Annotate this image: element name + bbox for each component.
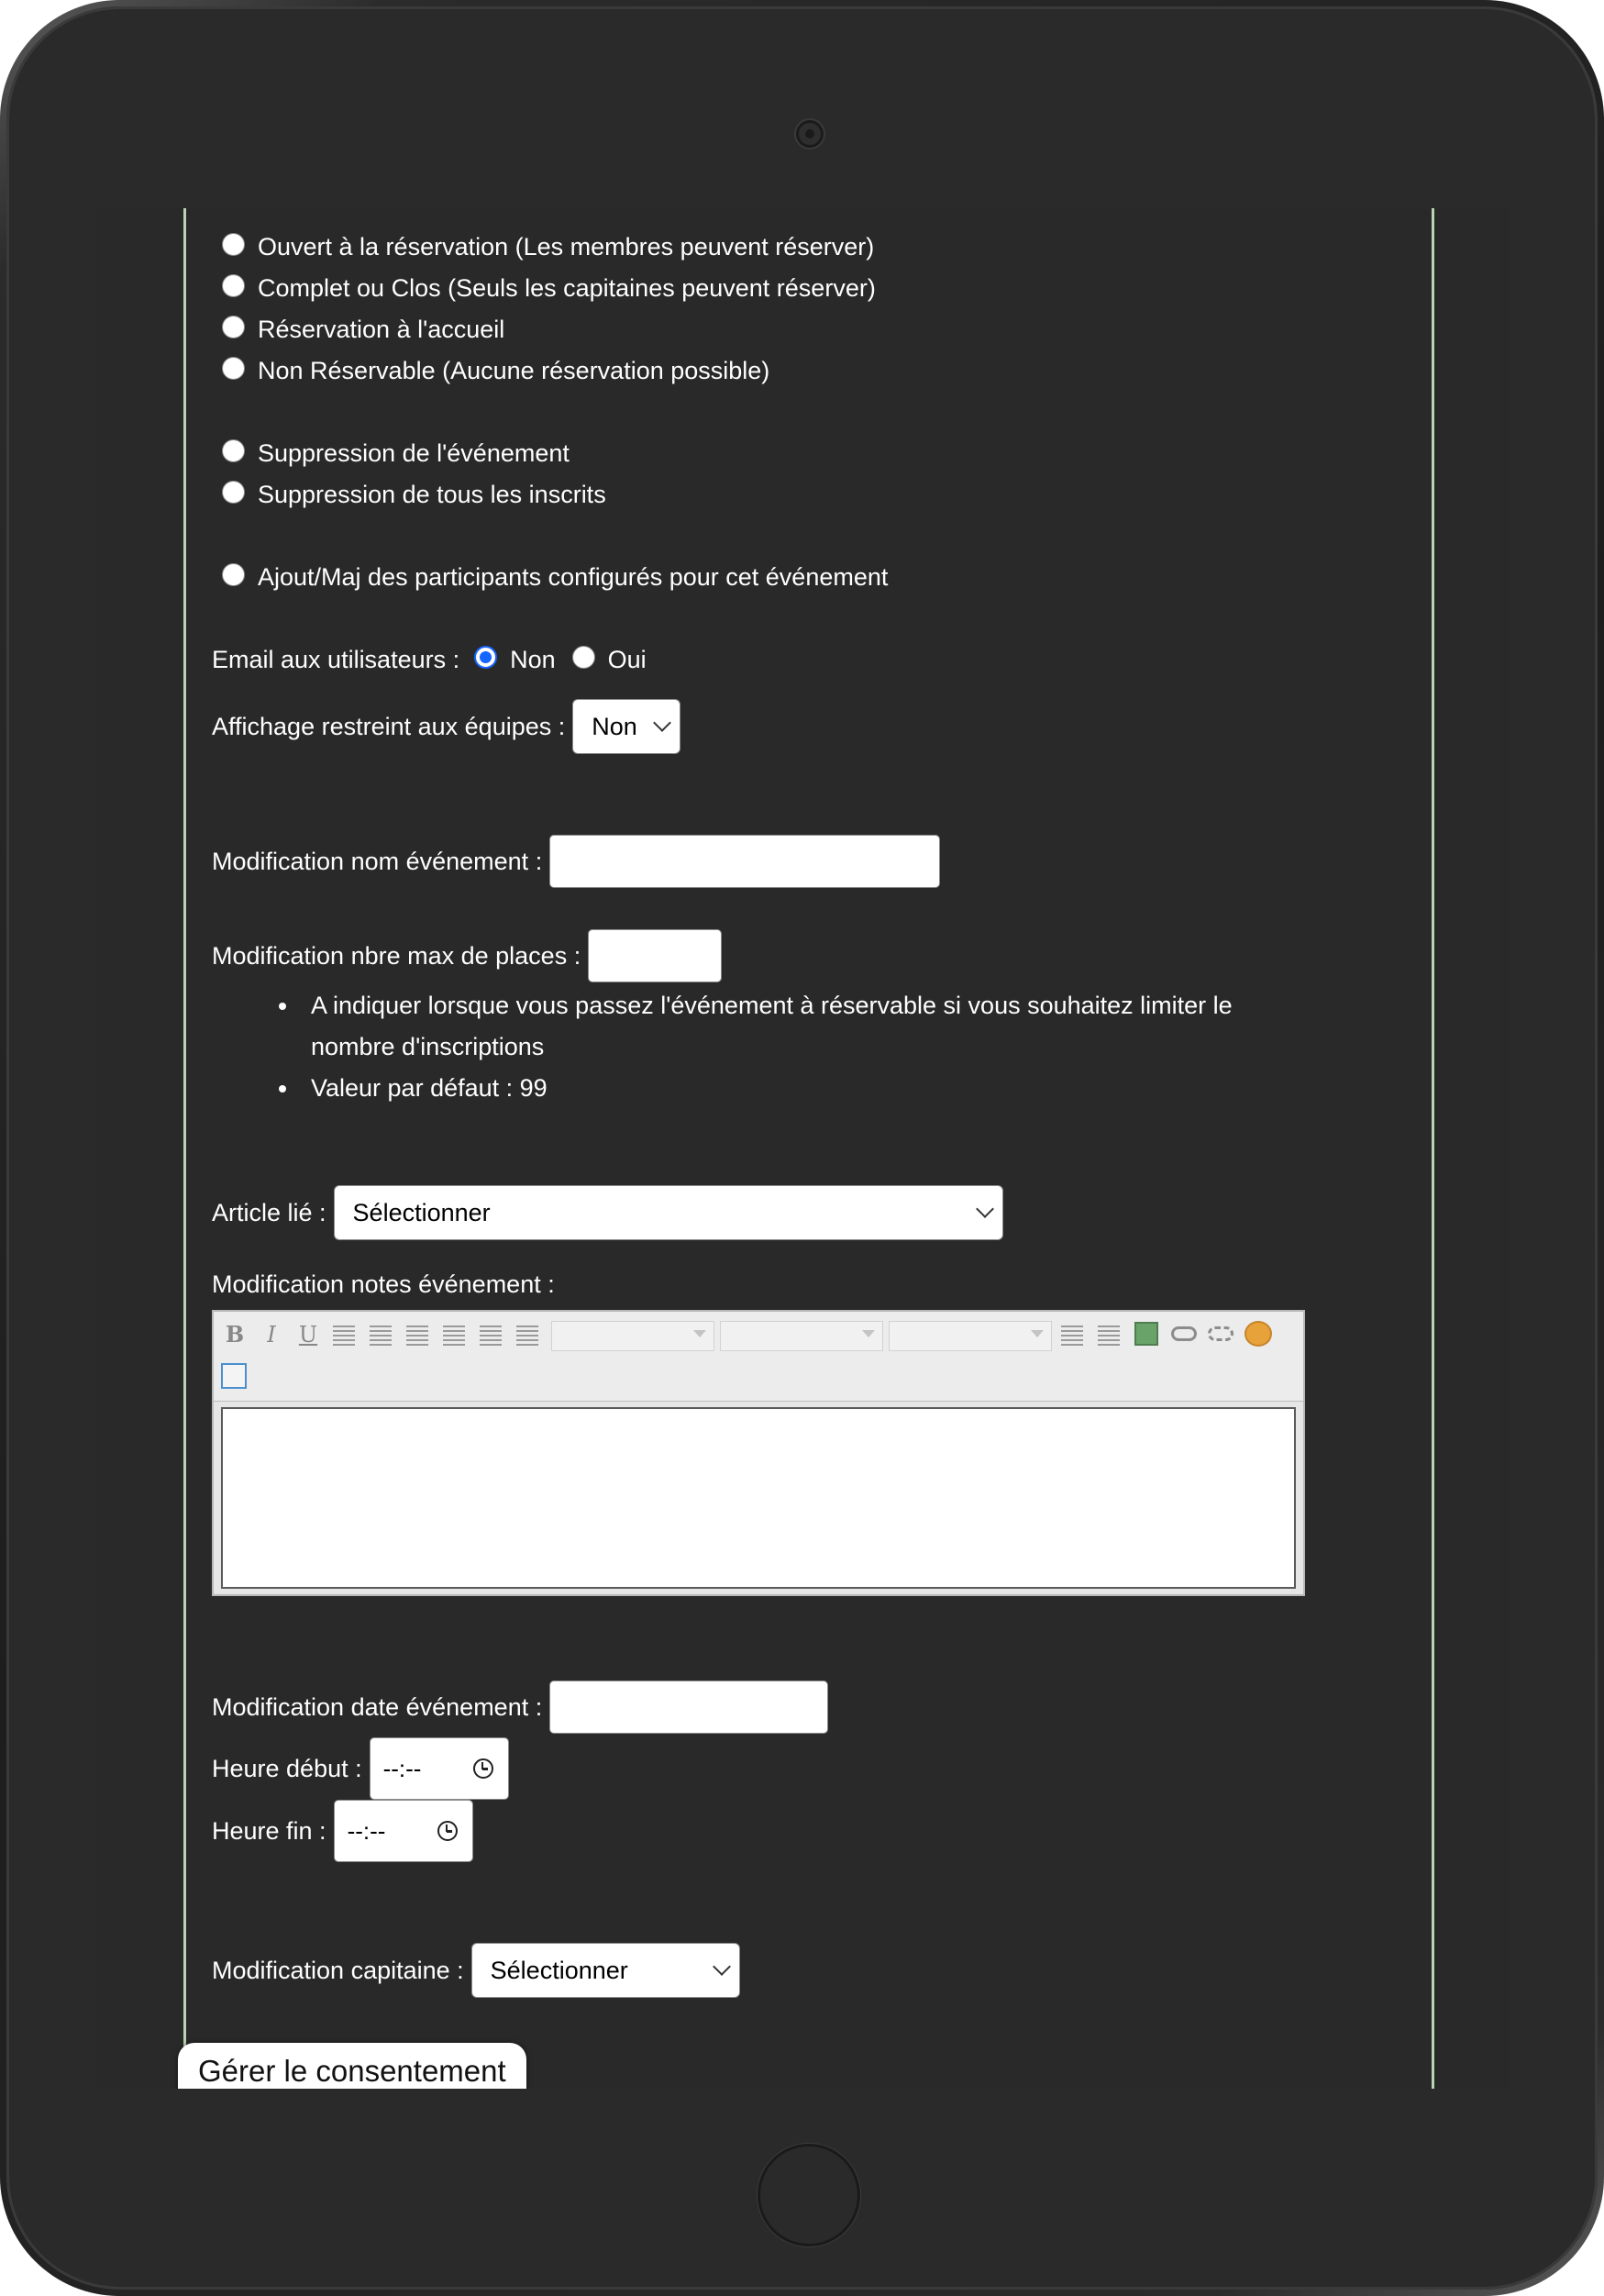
time-value: --:-- bbox=[347, 1816, 386, 1845]
unordered-list-icon[interactable] bbox=[516, 1325, 538, 1346]
chevron-down-icon bbox=[713, 1958, 731, 1977]
start-time-label: Heure début : bbox=[212, 1755, 362, 1783]
align-center-icon[interactable] bbox=[370, 1325, 392, 1346]
format-select[interactable] bbox=[551, 1321, 714, 1351]
status-option-label: Non Réservable (Aucune réservation possible) bbox=[258, 357, 770, 385]
radio-button[interactable] bbox=[222, 357, 245, 380]
event-date-label: Modification date événement : bbox=[212, 1693, 543, 1722]
select-value: Sélectionner bbox=[490, 1957, 628, 1985]
status-option-full[interactable] bbox=[212, 268, 1404, 309]
event-notes-label: Modification notes événement : bbox=[212, 1270, 555, 1298]
chevron-down-icon bbox=[976, 1200, 994, 1218]
size-select[interactable] bbox=[889, 1321, 1052, 1351]
chevron-down-icon bbox=[653, 714, 671, 732]
email-yes-radio[interactable] bbox=[572, 646, 595, 669]
status-option-label: Complet ou Clos (Seuls les capitaines peuvent réserver) bbox=[258, 274, 876, 303]
home-button[interactable] bbox=[758, 2144, 860, 2246]
radio-button[interactable] bbox=[222, 439, 245, 462]
manage-consent-button[interactable] bbox=[178, 2043, 526, 2089]
italic-icon[interactable]: I bbox=[267, 1322, 276, 1348]
unlink-icon[interactable] bbox=[1208, 1326, 1233, 1341]
end-time-row bbox=[212, 1800, 1404, 1862]
note-item: A indiquer lorsque vous passez l'événement à réservable si vous souhaitez limiter le nombre d'inscriptions bbox=[279, 985, 1306, 1068]
manage-consent-label: Gérer le consentement bbox=[198, 2054, 506, 2088]
tablet-bezel bbox=[6, 6, 1598, 2290]
notes-textarea[interactable] bbox=[221, 1407, 1296, 1589]
start-time-input[interactable] bbox=[370, 1737, 509, 1800]
status-option-label: Réservation à l'accueil bbox=[258, 316, 505, 344]
event-name-row bbox=[212, 835, 1404, 888]
camera-icon bbox=[796, 120, 824, 148]
indent-icon[interactable] bbox=[1061, 1325, 1083, 1346]
radio-button[interactable] bbox=[222, 233, 245, 256]
event-name-input[interactable] bbox=[549, 835, 940, 888]
max-places-input[interactable] bbox=[588, 929, 722, 982]
event-date-input[interactable] bbox=[549, 1680, 828, 1734]
captain-select[interactable] bbox=[471, 1943, 740, 1998]
max-places-label: Modification nbre max de places : bbox=[212, 941, 581, 970]
event-edit-form bbox=[212, 208, 1404, 1998]
link-icon[interactable] bbox=[1171, 1326, 1197, 1341]
email-users-row bbox=[212, 639, 1404, 681]
outdent-icon[interactable] bbox=[1098, 1325, 1120, 1346]
email-users-label: Email aux utilisateurs : bbox=[212, 646, 460, 674]
delete-registrants-option[interactable] bbox=[212, 474, 1404, 516]
font-select[interactable] bbox=[720, 1321, 883, 1351]
email-yes-label: Oui bbox=[607, 646, 647, 674]
linked-article-row bbox=[212, 1185, 1404, 1240]
radio-button[interactable] bbox=[222, 481, 245, 504]
edit-html-icon[interactable] bbox=[221, 1363, 247, 1389]
time-value: --:-- bbox=[382, 1754, 422, 1782]
underline-icon[interactable]: U bbox=[298, 1322, 318, 1348]
content-frame bbox=[183, 208, 1434, 2089]
restricted-display-select[interactable] bbox=[572, 699, 680, 754]
status-option-open[interactable] bbox=[212, 227, 1404, 268]
participants-option-label: Ajout/Maj des participants configurés pour cet événement bbox=[258, 563, 889, 592]
clock-icon bbox=[473, 1758, 493, 1779]
radio-button[interactable] bbox=[222, 563, 245, 586]
select-value: Non bbox=[592, 712, 637, 740]
status-option-not-bookable[interactable] bbox=[212, 350, 1404, 392]
email-no-label: Non bbox=[510, 646, 556, 674]
radio-button[interactable] bbox=[222, 316, 245, 338]
select-value: Sélectionner bbox=[352, 1198, 491, 1226]
status-option-label: Ouvert à la réservation (Les membres peuvent réserver) bbox=[258, 233, 875, 261]
clock-icon bbox=[437, 1821, 458, 1841]
align-right-icon[interactable] bbox=[406, 1325, 428, 1346]
bold-icon[interactable]: B bbox=[225, 1321, 245, 1348]
ordered-list-icon[interactable] bbox=[480, 1325, 502, 1346]
image-icon[interactable] bbox=[1134, 1322, 1158, 1346]
captain-row bbox=[212, 1943, 1404, 1998]
justify-icon[interactable] bbox=[443, 1325, 465, 1346]
event-date-row bbox=[212, 1680, 1404, 1734]
restricted-display-label: Affichage restreint aux équipes : bbox=[212, 712, 566, 740]
email-no-radio[interactable] bbox=[474, 646, 497, 669]
max-places-notes bbox=[279, 985, 1404, 1109]
linked-article-label: Article lié : bbox=[212, 1198, 326, 1226]
editor-toolbar bbox=[214, 1312, 1303, 1402]
delete-event-option[interactable] bbox=[212, 433, 1404, 474]
participants-update-option[interactable] bbox=[212, 557, 1404, 598]
color-icon[interactable] bbox=[1244, 1321, 1272, 1347]
delete-option-label: Suppression de l'événement bbox=[258, 439, 570, 468]
end-time-input[interactable] bbox=[334, 1800, 473, 1862]
linked-article-select[interactable] bbox=[334, 1185, 1003, 1240]
align-left-icon[interactable] bbox=[333, 1325, 355, 1346]
note-item: Valeur par défaut : 99 bbox=[279, 1068, 1306, 1109]
end-time-label: Heure fin : bbox=[212, 1817, 326, 1846]
screen bbox=[95, 208, 1510, 2089]
event-name-label: Modification nom événement : bbox=[212, 847, 543, 875]
status-option-reception[interactable] bbox=[212, 309, 1404, 350]
max-places-row bbox=[212, 929, 1404, 982]
captain-label: Modification capitaine : bbox=[212, 1957, 464, 1985]
restricted-display-row bbox=[212, 699, 1404, 754]
delete-option-label: Suppression de tous les inscrits bbox=[258, 481, 606, 509]
start-time-row bbox=[212, 1737, 1404, 1800]
radio-button[interactable] bbox=[222, 274, 245, 297]
rich-text-editor bbox=[212, 1310, 1305, 1596]
